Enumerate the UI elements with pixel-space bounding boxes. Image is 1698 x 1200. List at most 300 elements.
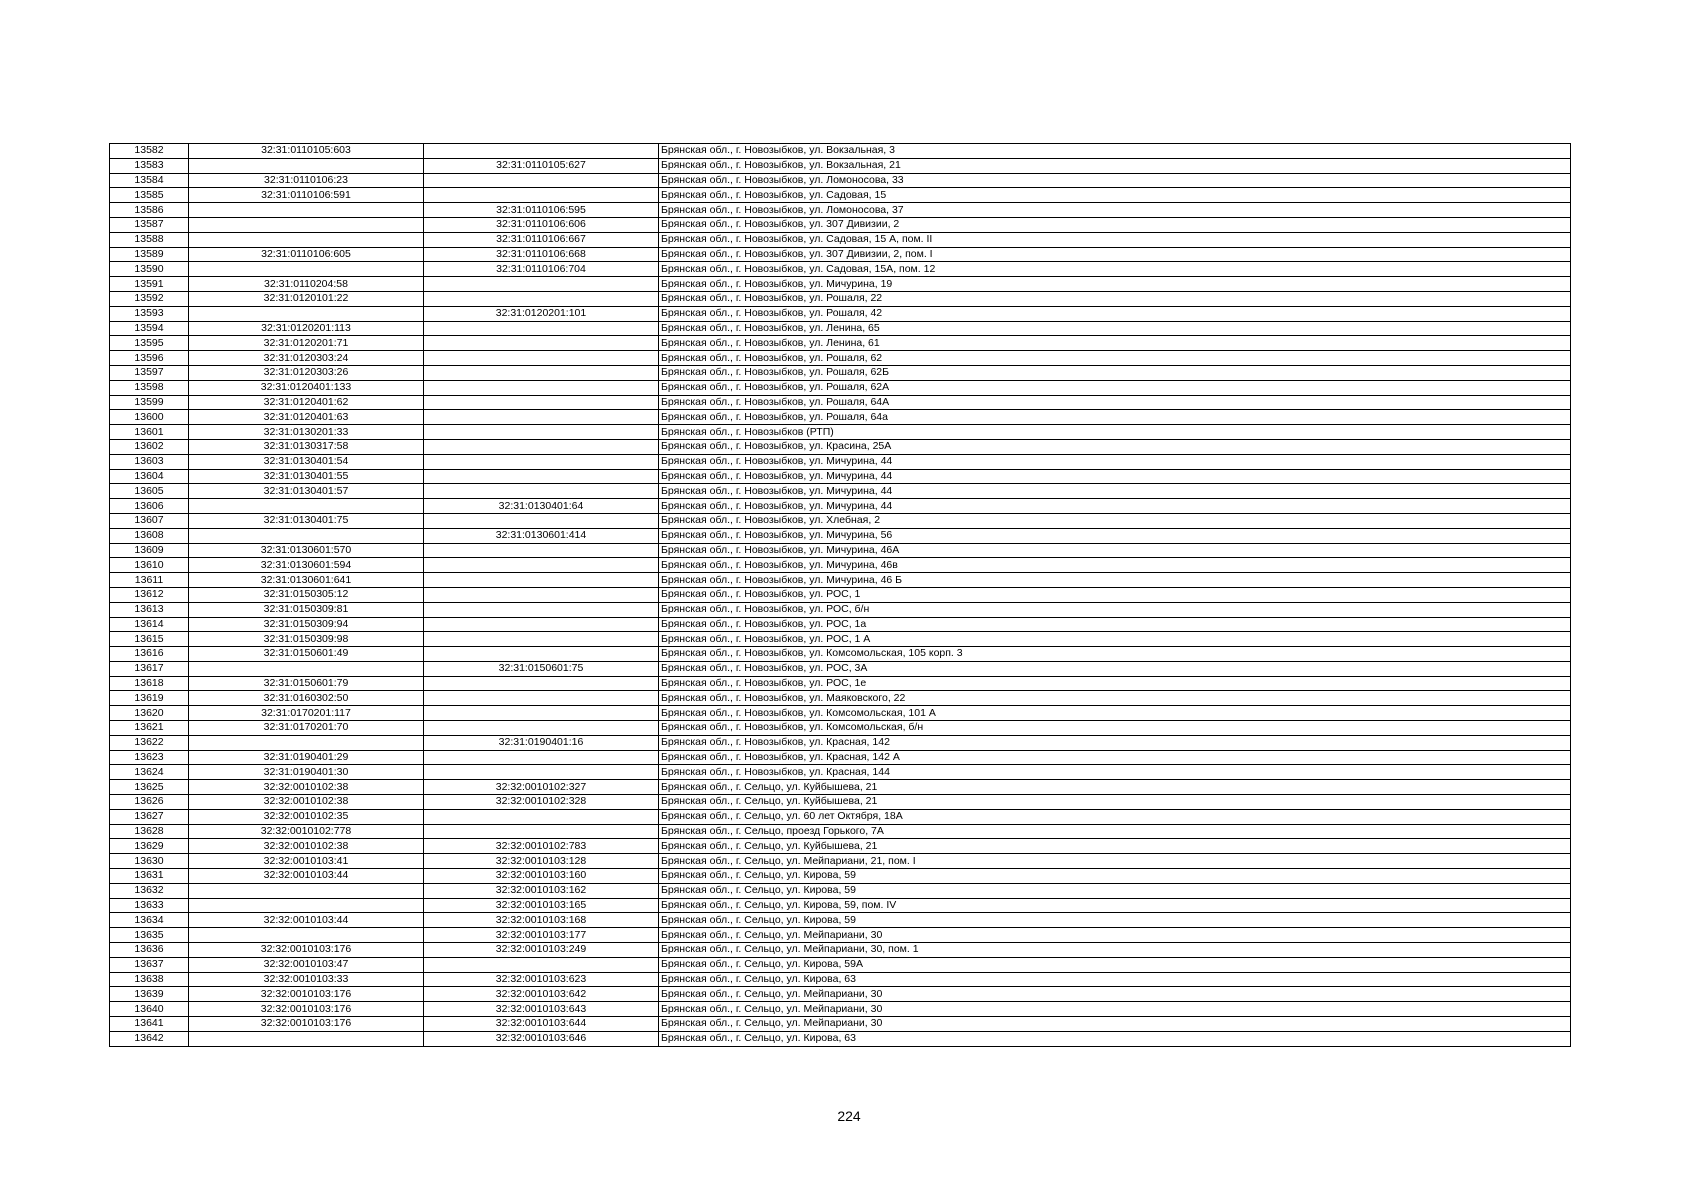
table-row xyxy=(110,513,1571,528)
table-row xyxy=(110,528,1571,543)
address-cell: Брянская обл., г. Новозыбков, ул. Рошаля, 64а xyxy=(659,410,1571,425)
address-cell: Брянская обл., г. Новозыбков, ул. Красная, 142 А xyxy=(659,750,1571,765)
address-cell: Брянская обл., г. Новозыбков, ул. Маяковского, 22 xyxy=(659,691,1571,706)
row-number-cell: 13612 xyxy=(110,587,189,602)
table-row xyxy=(110,454,1571,469)
table-row xyxy=(110,957,1571,972)
address-cell: Брянская обл., г. Сельцо, ул. Кирова, 63 xyxy=(659,972,1571,987)
object-cadastral-number-cell xyxy=(424,365,659,380)
address-cell: Брянская обл., г. Сельцо, ул. Мейпариани, 30, пом. 1 xyxy=(659,943,1571,958)
object-cadastral-number-cell: 32:32:0010103:168 xyxy=(424,913,659,928)
table-row xyxy=(110,839,1571,854)
object-cadastral-number-cell xyxy=(424,647,659,662)
row-number-cell: 13638 xyxy=(110,972,189,987)
address-cell: Брянская обл., г. Новозыбков, ул. Мичурина, 44 xyxy=(659,454,1571,469)
object-cadastral-number-cell xyxy=(424,410,659,425)
row-number-cell: 13614 xyxy=(110,617,189,632)
row-number-cell: 13588 xyxy=(110,232,189,247)
row-number-cell: 13598 xyxy=(110,380,189,395)
table-row xyxy=(110,425,1571,440)
address-cell: Брянская обл., г. Новозыбков, ул. Комсомольская, 101 А xyxy=(659,706,1571,721)
object-cadastral-number-cell xyxy=(424,809,659,824)
cadastral-number-cell xyxy=(189,928,424,943)
address-cell: Брянская обл., г. Новозыбков, ул. РОС, 1а xyxy=(659,617,1571,632)
address-cell: Брянская обл., г. Новозыбков, ул. Мичурина, 46А xyxy=(659,543,1571,558)
address-cell: Брянская обл., г. Новозыбков, ул. Красная, 142 xyxy=(659,735,1571,750)
address-cell: Брянская обл., г. Новозыбков, ул. Вокзальная, 3 xyxy=(659,144,1571,159)
table-row xyxy=(110,587,1571,602)
object-cadastral-number-cell: 32:32:0010102:783 xyxy=(424,839,659,854)
object-cadastral-number-cell xyxy=(424,824,659,839)
object-cadastral-number-cell xyxy=(424,351,659,366)
object-cadastral-number-cell xyxy=(424,380,659,395)
object-cadastral-number-cell xyxy=(424,454,659,469)
row-number-cell: 13601 xyxy=(110,425,189,440)
row-number-cell: 13617 xyxy=(110,661,189,676)
object-cadastral-number-cell: 32:32:0010103:249 xyxy=(424,943,659,958)
address-cell: Брянская обл., г. Новозыбков, ул. Мичурина, 56 xyxy=(659,528,1571,543)
address-cell: Брянская обл., г. Новозыбков, ул. Ленина, 61 xyxy=(659,336,1571,351)
address-cell: Брянская обл., г. Новозыбков, ул. Рошаля, 22 xyxy=(659,291,1571,306)
cadastral-number-cell: 32:31:0130401:55 xyxy=(189,469,424,484)
table-row xyxy=(110,188,1571,203)
table-row xyxy=(110,854,1571,869)
object-cadastral-number-cell xyxy=(424,336,659,351)
address-cell: Брянская обл., г. Новозыбков, ул. РОС, 3А xyxy=(659,661,1571,676)
cadastral-number-cell: 32:31:0130601:594 xyxy=(189,558,424,573)
object-cadastral-number-cell: 32:31:0110106:704 xyxy=(424,262,659,277)
object-cadastral-number-cell xyxy=(424,573,659,588)
cadastral-number-cell: 32:31:0110106:591 xyxy=(189,188,424,203)
cadastral-number-cell: 32:32:0010102:35 xyxy=(189,809,424,824)
object-cadastral-number-cell xyxy=(424,321,659,336)
table-row xyxy=(110,262,1571,277)
row-number-cell: 13637 xyxy=(110,957,189,972)
table-row xyxy=(110,676,1571,691)
object-cadastral-number-cell: 32:32:0010103:162 xyxy=(424,883,659,898)
object-cadastral-number-cell xyxy=(424,173,659,188)
row-number-cell: 13624 xyxy=(110,765,189,780)
address-cell: Брянская обл., г. Сельцо, ул. Кирова, 59, пом. IV xyxy=(659,898,1571,913)
address-cell: Брянская обл., г. Сельцо, ул. Куйбышева, 21 xyxy=(659,839,1571,854)
row-number-cell: 13620 xyxy=(110,706,189,721)
cadastral-number-cell: 32:31:0150309:94 xyxy=(189,617,424,632)
row-number-cell: 13609 xyxy=(110,543,189,558)
row-number-cell: 13622 xyxy=(110,735,189,750)
table-row xyxy=(110,277,1571,292)
table-row xyxy=(110,380,1571,395)
row-number-cell: 13635 xyxy=(110,928,189,943)
table-row xyxy=(110,943,1571,958)
table-row xyxy=(110,721,1571,736)
row-number-cell: 13607 xyxy=(110,513,189,528)
cadastral-number-cell: 32:31:0170201:70 xyxy=(189,721,424,736)
cadastral-number-cell: 32:32:0010102:38 xyxy=(189,795,424,810)
row-number-cell: 13630 xyxy=(110,854,189,869)
address-cell: Брянская обл., г. Сельцо, ул. Мейпариани, 30 xyxy=(659,1017,1571,1032)
object-cadastral-number-cell: 32:32:0010102:328 xyxy=(424,795,659,810)
row-number-cell: 13633 xyxy=(110,898,189,913)
address-cell: Брянская обл., г. Новозыбков, ул. Мичурина, 44 xyxy=(659,469,1571,484)
object-cadastral-number-cell: 32:31:0110106:606 xyxy=(424,217,659,232)
cadastral-number-cell: 32:31:0120201:113 xyxy=(189,321,424,336)
address-cell: Брянская обл., г. Новозыбков (РТП) xyxy=(659,425,1571,440)
address-cell: Брянская обл., г. Новозыбков, ул. Садовая, 15А, пом. 12 xyxy=(659,262,1571,277)
address-cell: Брянская обл., г. Сельцо, ул. Куйбышева, 21 xyxy=(659,780,1571,795)
cadastral-number-cell: 32:32:0010103:33 xyxy=(189,972,424,987)
object-cadastral-number-cell: 32:31:0150601:75 xyxy=(424,661,659,676)
table-row xyxy=(110,203,1571,218)
address-cell: Брянская обл., г. Сельцо, ул. Мейпариани, 30 xyxy=(659,1002,1571,1017)
object-cadastral-number-cell xyxy=(424,291,659,306)
page-number: 224 xyxy=(837,1108,861,1124)
row-number-cell: 13595 xyxy=(110,336,189,351)
object-cadastral-number-cell xyxy=(424,439,659,454)
cadastral-number-cell: 32:31:0110105:603 xyxy=(189,144,424,159)
row-number-cell: 13625 xyxy=(110,780,189,795)
object-cadastral-number-cell: 32:31:0190401:16 xyxy=(424,735,659,750)
table-row xyxy=(110,987,1571,1002)
row-number-cell: 13594 xyxy=(110,321,189,336)
object-cadastral-number-cell: 32:31:0110106:667 xyxy=(424,232,659,247)
cadastral-number-cell: 32:31:0120401:62 xyxy=(189,395,424,410)
address-cell: Брянская обл., г. Новозыбков, ул. Хлебная, 2 xyxy=(659,513,1571,528)
cadastral-number-cell: 32:32:0010103:47 xyxy=(189,957,424,972)
row-number-cell: 13606 xyxy=(110,499,189,514)
row-number-cell: 13626 xyxy=(110,795,189,810)
row-number-cell: 13605 xyxy=(110,484,189,499)
object-cadastral-number-cell: 32:31:0110106:668 xyxy=(424,247,659,262)
object-cadastral-number-cell: 32:32:0010103:160 xyxy=(424,869,659,884)
row-number-cell: 13628 xyxy=(110,824,189,839)
table-row xyxy=(110,869,1571,884)
table-row xyxy=(110,573,1571,588)
cadastral-number-cell: 32:32:0010103:44 xyxy=(189,913,424,928)
object-cadastral-number-cell: 32:31:0130401:64 xyxy=(424,499,659,514)
table-row xyxy=(110,365,1571,380)
table-row xyxy=(110,617,1571,632)
row-number-cell: 13636 xyxy=(110,943,189,958)
cadastral-number-cell: 32:31:0130201:33 xyxy=(189,425,424,440)
address-cell: Брянская обл., г. Сельцо, ул. Кирова, 59 xyxy=(659,883,1571,898)
object-cadastral-number-cell: 32:32:0010103:646 xyxy=(424,1031,659,1046)
address-cell: Брянская обл., г. Сельцо, проезд Горького, 7А xyxy=(659,824,1571,839)
row-number-cell: 13610 xyxy=(110,558,189,573)
table-row xyxy=(110,410,1571,425)
table-row xyxy=(110,499,1571,514)
object-cadastral-number-cell: 32:32:0010103:644 xyxy=(424,1017,659,1032)
address-cell: Брянская обл., г. Новозыбков, ул. Комсомольская, 105 корп. 3 xyxy=(659,647,1571,662)
registry-table-body xyxy=(110,144,1571,1047)
row-number-cell: 13600 xyxy=(110,410,189,425)
address-cell: Брянская обл., г. Новозыбков, ул. Мичурина, 46 Б xyxy=(659,573,1571,588)
cadastral-number-cell: 32:31:0120201:71 xyxy=(189,336,424,351)
address-cell: Брянская обл., г. Новозыбков, ул. Рошаля, 42 xyxy=(659,306,1571,321)
object-cadastral-number-cell: 32:31:0130601:414 xyxy=(424,528,659,543)
cadastral-number-cell: 32:31:0130401:75 xyxy=(189,513,424,528)
cadastral-number-cell: 32:31:0130317:58 xyxy=(189,439,424,454)
cadastral-number-cell: 32:32:0010103:176 xyxy=(189,987,424,1002)
object-cadastral-number-cell xyxy=(424,188,659,203)
object-cadastral-number-cell: 32:31:0110106:595 xyxy=(424,203,659,218)
row-number-cell: 13608 xyxy=(110,528,189,543)
row-number-cell: 13599 xyxy=(110,395,189,410)
cadastral-number-cell: 32:32:0010103:44 xyxy=(189,869,424,884)
row-number-cell: 13582 xyxy=(110,144,189,159)
cadastral-number-cell: 32:31:0190401:29 xyxy=(189,750,424,765)
object-cadastral-number-cell xyxy=(424,957,659,972)
cadastral-number-cell: 32:31:0120303:26 xyxy=(189,365,424,380)
cadastral-number-cell: 32:31:0110106:605 xyxy=(189,247,424,262)
table-row xyxy=(110,395,1571,410)
table-row xyxy=(110,765,1571,780)
cadastral-number-cell: 32:31:0160302:50 xyxy=(189,691,424,706)
cadastral-number-cell: 32:31:0190401:30 xyxy=(189,765,424,780)
table-row xyxy=(110,306,1571,321)
cadastral-number-cell xyxy=(189,1031,424,1046)
object-cadastral-number-cell: 32:32:0010103:177 xyxy=(424,928,659,943)
row-number-cell: 13642 xyxy=(110,1031,189,1046)
cadastral-number-cell: 32:32:0010102:38 xyxy=(189,780,424,795)
cadastral-number-cell xyxy=(189,499,424,514)
cadastral-number-cell: 32:32:0010103:41 xyxy=(189,854,424,869)
table-row xyxy=(110,351,1571,366)
object-cadastral-number-cell xyxy=(424,721,659,736)
row-number-cell: 13604 xyxy=(110,469,189,484)
cadastral-number-cell: 32:31:0120401:133 xyxy=(189,380,424,395)
table-row xyxy=(110,661,1571,676)
row-number-cell: 13618 xyxy=(110,676,189,691)
row-number-cell: 13615 xyxy=(110,632,189,647)
cadastral-number-cell: 32:31:0150601:49 xyxy=(189,647,424,662)
row-number-cell: 13583 xyxy=(110,158,189,173)
address-cell: Брянская обл., г. Новозыбков, ул. Ломоносова, 37 xyxy=(659,203,1571,218)
row-number-cell: 13611 xyxy=(110,573,189,588)
table-row xyxy=(110,336,1571,351)
table-row xyxy=(110,469,1571,484)
row-number-cell: 13632 xyxy=(110,883,189,898)
object-cadastral-number-cell xyxy=(424,691,659,706)
object-cadastral-number-cell xyxy=(424,676,659,691)
table-row xyxy=(110,928,1571,943)
cadastral-number-cell: 32:32:0010103:176 xyxy=(189,1017,424,1032)
row-number-cell: 13641 xyxy=(110,1017,189,1032)
object-cadastral-number-cell xyxy=(424,395,659,410)
object-cadastral-number-cell xyxy=(424,602,659,617)
cadastral-number-cell xyxy=(189,735,424,750)
cadastral-number-cell xyxy=(189,232,424,247)
table-row xyxy=(110,691,1571,706)
table-row xyxy=(110,898,1571,913)
row-number-cell: 13602 xyxy=(110,439,189,454)
cadastral-number-cell xyxy=(189,528,424,543)
address-cell: Брянская обл., г. Новозыбков, ул. Ленина, 65 xyxy=(659,321,1571,336)
row-number-cell: 13591 xyxy=(110,277,189,292)
table-row xyxy=(110,484,1571,499)
cadastral-number-cell: 32:31:0150309:98 xyxy=(189,632,424,647)
address-cell: Брянская обл., г. Новозыбков, ул. 307 Дивизии, 2 xyxy=(659,217,1571,232)
row-number-cell: 13640 xyxy=(110,1002,189,1017)
table-row xyxy=(110,439,1571,454)
cadastral-number-cell: 32:31:0130401:54 xyxy=(189,454,424,469)
address-cell: Брянская обл., г. Новозыбков, ул. Садовая, 15 xyxy=(659,188,1571,203)
address-cell: Брянская обл., г. Новозыбков, ул. РОС, 1 А xyxy=(659,632,1571,647)
cadastral-number-cell xyxy=(189,661,424,676)
table-row xyxy=(110,913,1571,928)
table-row xyxy=(110,158,1571,173)
cadastral-number-cell xyxy=(189,898,424,913)
table-row xyxy=(110,883,1571,898)
table-row xyxy=(110,1002,1571,1017)
table-row xyxy=(110,795,1571,810)
row-number-cell: 13587 xyxy=(110,217,189,232)
row-number-cell: 13597 xyxy=(110,365,189,380)
object-cadastral-number-cell xyxy=(424,587,659,602)
object-cadastral-number-cell xyxy=(424,484,659,499)
object-cadastral-number-cell xyxy=(424,513,659,528)
object-cadastral-number-cell xyxy=(424,425,659,440)
cadastral-number-cell: 32:32:0010103:176 xyxy=(189,1002,424,1017)
object-cadastral-number-cell: 32:32:0010103:623 xyxy=(424,972,659,987)
row-number-cell: 13584 xyxy=(110,173,189,188)
table-row xyxy=(110,735,1571,750)
cadastral-number-cell xyxy=(189,883,424,898)
table-row xyxy=(110,972,1571,987)
row-number-cell: 13623 xyxy=(110,750,189,765)
address-cell: Брянская обл., г. Новозыбков, ул. Мичурина, 44 xyxy=(659,484,1571,499)
table-row xyxy=(110,247,1571,262)
object-cadastral-number-cell: 32:32:0010103:165 xyxy=(424,898,659,913)
object-cadastral-number-cell: 32:31:0120201:101 xyxy=(424,306,659,321)
address-cell: Брянская обл., г. Сельцо, ул. Куйбышева, 21 xyxy=(659,795,1571,810)
cadastral-number-cell: 32:31:0130401:57 xyxy=(189,484,424,499)
table-row xyxy=(110,647,1571,662)
object-cadastral-number-cell: 32:32:0010103:643 xyxy=(424,1002,659,1017)
address-cell: Брянская обл., г. Новозыбков, ул. Мичурина, 46в xyxy=(659,558,1571,573)
cadastral-number-cell: 32:32:0010103:176 xyxy=(189,943,424,958)
table-row xyxy=(110,232,1571,247)
table-row xyxy=(110,750,1571,765)
object-cadastral-number-cell xyxy=(424,617,659,632)
row-number-cell: 13590 xyxy=(110,262,189,277)
address-cell: Брянская обл., г. Сельцо, ул. Кирова, 59А xyxy=(659,957,1571,972)
object-cadastral-number-cell xyxy=(424,277,659,292)
address-cell: Брянская обл., г. Сельцо, ул. 60 лет Октября, 18А xyxy=(659,809,1571,824)
row-number-cell: 13589 xyxy=(110,247,189,262)
object-cadastral-number-cell xyxy=(424,632,659,647)
cadastral-number-cell xyxy=(189,306,424,321)
address-cell: Брянская обл., г. Новозыбков, ул. Ломоносова, 33 xyxy=(659,173,1571,188)
registry-table xyxy=(109,143,1571,1047)
address-cell: Брянская обл., г. Новозыбков, ул. Вокзальная, 21 xyxy=(659,158,1571,173)
row-number-cell: 13593 xyxy=(110,306,189,321)
table-row xyxy=(110,144,1571,159)
table-row xyxy=(110,173,1571,188)
address-cell: Брянская обл., г. Новозыбков, ул. Красина, 25А xyxy=(659,439,1571,454)
row-number-cell: 13629 xyxy=(110,839,189,854)
address-cell: Брянская обл., г. Новозыбков, ул. Рошаля, 62А xyxy=(659,380,1571,395)
row-number-cell: 13621 xyxy=(110,721,189,736)
address-cell: Брянская обл., г. Новозыбков, ул. РОС, 1 xyxy=(659,587,1571,602)
address-cell: Брянская обл., г. Новозыбков, ул. Садовая, 15 А, пом. II xyxy=(659,232,1571,247)
cadastral-number-cell: 32:31:0120401:63 xyxy=(189,410,424,425)
cadastral-number-cell xyxy=(189,262,424,277)
object-cadastral-number-cell: 32:32:0010103:642 xyxy=(424,987,659,1002)
object-cadastral-number-cell: 32:32:0010103:128 xyxy=(424,854,659,869)
row-number-cell: 13627 xyxy=(110,809,189,824)
row-number-cell: 13585 xyxy=(110,188,189,203)
address-cell: Брянская обл., г. Сельцо, ул. Мейпариани, 30 xyxy=(659,987,1571,1002)
object-cadastral-number-cell: 32:32:0010102:327 xyxy=(424,780,659,795)
address-cell: Брянская обл., г. Новозыбков, ул. Рошаля, 62 xyxy=(659,351,1571,366)
row-number-cell: 13634 xyxy=(110,913,189,928)
address-cell: Брянская обл., г. Сельцо, ул. Кирова, 59 xyxy=(659,913,1571,928)
address-cell: Брянская обл., г. Сельцо, ул. Мейпариани, 30 xyxy=(659,928,1571,943)
address-cell: Брянская обл., г. Новозыбков, ул. Рошаля, 64А xyxy=(659,395,1571,410)
table-row xyxy=(110,217,1571,232)
cadastral-number-cell: 32:32:0010102:38 xyxy=(189,839,424,854)
cadastral-number-cell: 32:31:0150305:12 xyxy=(189,587,424,602)
address-cell: Брянская обл., г. Новозыбков, ул. Мичурина, 19 xyxy=(659,277,1571,292)
cadastral-number-cell xyxy=(189,217,424,232)
cadastral-number-cell: 32:31:0130601:570 xyxy=(189,543,424,558)
address-cell: Брянская обл., г. Новозыбков, ул. Мичурина, 44 xyxy=(659,499,1571,514)
table-row xyxy=(110,824,1571,839)
address-cell: Брянская обл., г. Сельцо, ул. Мейпариани, 21, пом. I xyxy=(659,854,1571,869)
address-cell: Брянская обл., г. Новозыбков, ул. Комсомольская, б/н xyxy=(659,721,1571,736)
address-cell: Брянская обл., г. Новозыбков, ул. РОС, б/н xyxy=(659,602,1571,617)
object-cadastral-number-cell xyxy=(424,750,659,765)
table-row xyxy=(110,632,1571,647)
object-cadastral-number-cell xyxy=(424,543,659,558)
row-number-cell: 13603 xyxy=(110,454,189,469)
row-number-cell: 13592 xyxy=(110,291,189,306)
object-cadastral-number-cell xyxy=(424,144,659,159)
address-cell: Брянская обл., г. Новозыбков, ул. РОС, 1е xyxy=(659,676,1571,691)
table-row xyxy=(110,809,1571,824)
row-number-cell: 13596 xyxy=(110,351,189,366)
table-row xyxy=(110,1017,1571,1032)
row-number-cell: 13613 xyxy=(110,602,189,617)
table-row xyxy=(110,780,1571,795)
address-cell: Брянская обл., г. Новозыбков, ул. 307 Дивизии, 2, пом. I xyxy=(659,247,1571,262)
cadastral-number-cell xyxy=(189,158,424,173)
address-cell: Брянская обл., г. Новозыбков, ул. Красная, 144 xyxy=(659,765,1571,780)
table-row xyxy=(110,321,1571,336)
cadastral-number-cell: 32:31:0150309:81 xyxy=(189,602,424,617)
address-cell: Брянская обл., г. Сельцо, ул. Кирова, 59 xyxy=(659,869,1571,884)
table-row xyxy=(110,1031,1571,1046)
row-number-cell: 13586 xyxy=(110,203,189,218)
cadastral-number-cell: 32:31:0170201:117 xyxy=(189,706,424,721)
object-cadastral-number-cell: 32:31:0110105:627 xyxy=(424,158,659,173)
row-number-cell: 13616 xyxy=(110,647,189,662)
row-number-cell: 13631 xyxy=(110,869,189,884)
cadastral-number-cell: 32:31:0120101:22 xyxy=(189,291,424,306)
object-cadastral-number-cell xyxy=(424,558,659,573)
object-cadastral-number-cell xyxy=(424,765,659,780)
cadastral-number-cell: 32:31:0110106:23 xyxy=(189,173,424,188)
cadastral-number-cell: 32:31:0120303:24 xyxy=(189,351,424,366)
cadastral-number-cell: 32:31:0130601:641 xyxy=(189,573,424,588)
row-number-cell: 13619 xyxy=(110,691,189,706)
object-cadastral-number-cell xyxy=(424,469,659,484)
table-row xyxy=(110,602,1571,617)
table-row xyxy=(110,543,1571,558)
address-cell: Брянская обл., г. Сельцо, ул. Кирова, 63 xyxy=(659,1031,1571,1046)
cadastral-number-cell: 32:32:0010102:778 xyxy=(189,824,424,839)
table-row xyxy=(110,291,1571,306)
